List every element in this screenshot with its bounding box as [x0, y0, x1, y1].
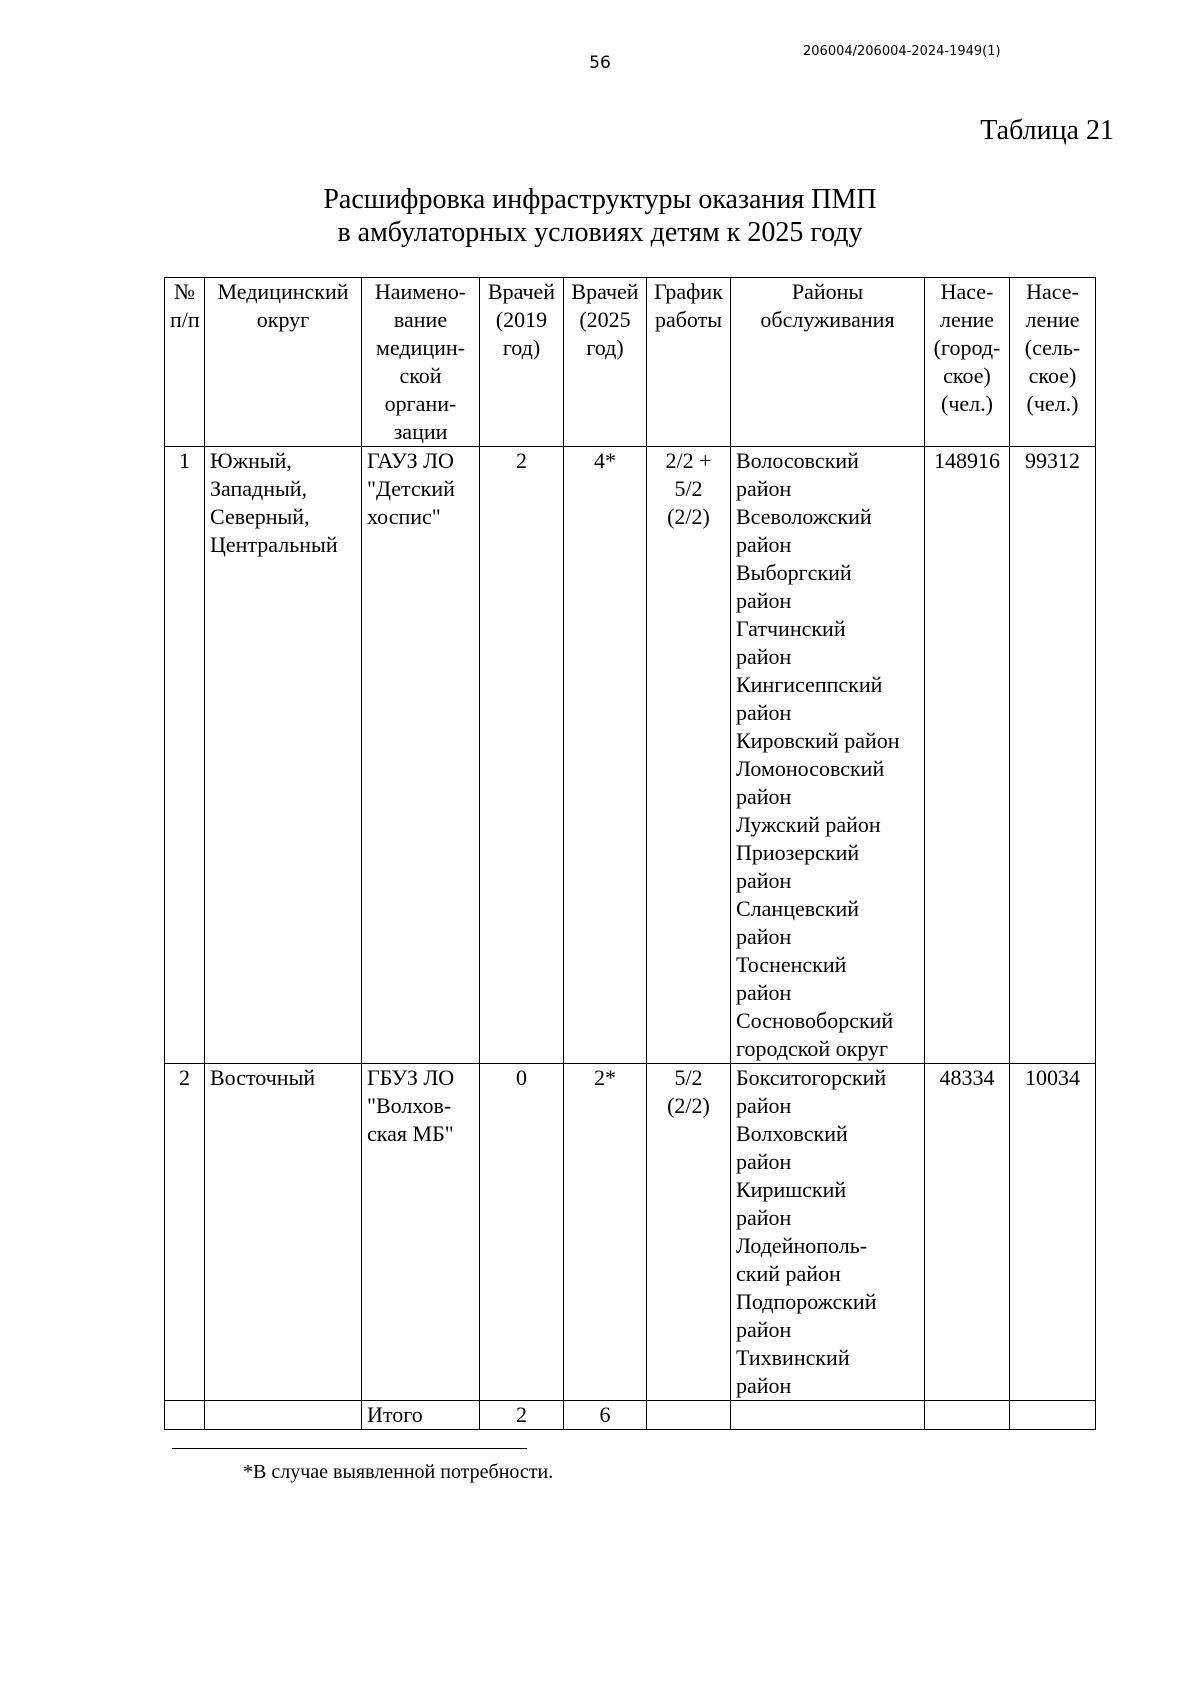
cell-line: район	[736, 588, 792, 613]
cell-line: ское)	[943, 363, 991, 388]
cell-line: медицин-	[375, 335, 465, 360]
cell-line: "Волхов-	[367, 1093, 452, 1118]
cell-line: район	[736, 1317, 792, 1342]
cell-line: (2019	[495, 307, 548, 332]
cell-line: 5/2	[674, 476, 703, 501]
cell-line: городской округ	[736, 1036, 889, 1061]
header-doctors-2019	[480, 278, 564, 447]
cell-line: Всеволожский	[736, 504, 872, 529]
header-district	[205, 278, 362, 447]
table-row	[165, 1064, 1096, 1401]
table-title-line-2: в амбулаторных условиях детям к 2025 году	[337, 217, 863, 248]
table-label: Таблица 21	[980, 115, 1114, 146]
row-doctors-2019: 2	[480, 447, 564, 1064]
cell-line: ской	[399, 363, 442, 388]
cell-line: п/п	[170, 307, 200, 332]
cell-line: работы	[654, 307, 723, 332]
cell-line: Лужский район	[736, 812, 881, 837]
row-num: 1	[165, 447, 205, 1064]
cell-line: Медицинский	[217, 279, 349, 304]
cell-line: Кингисеппский	[736, 672, 883, 697]
cell-line: Приозерский	[736, 840, 860, 865]
cell-line: 5/2	[674, 1065, 703, 1090]
cell-line: (2/2)	[667, 504, 710, 529]
cell-line: Сосновоборский	[736, 1008, 894, 1033]
cell-line: Центральный	[210, 532, 338, 557]
cell-line: вание	[393, 307, 448, 332]
cell-line: №	[174, 279, 195, 304]
cell-line: органи-	[384, 391, 457, 416]
row-num: 2	[165, 1064, 205, 1401]
cell-line: район	[736, 924, 792, 949]
cell-line: район	[736, 868, 792, 893]
total-label: Итого	[362, 1401, 480, 1430]
row-pop-urban: 48334	[925, 1064, 1010, 1401]
total-empty-cell	[731, 1401, 925, 1430]
cell-line: (чел.)	[941, 391, 993, 416]
total-doctors-2025: 6	[564, 1401, 647, 1430]
cell-line: Южный,	[210, 448, 292, 473]
cell-line: ГБУЗ ЛО	[367, 1065, 455, 1090]
cell-line: "Детский	[367, 476, 455, 501]
row-pop-urban: 148916	[925, 447, 1010, 1064]
cell-line: (чел.)	[1026, 391, 1079, 416]
cell-line: Северный,	[210, 504, 310, 529]
cell-line: ская МБ"	[367, 1121, 454, 1146]
page-number: 56	[589, 53, 611, 73]
row-doctors-2025: 2*	[564, 1064, 647, 1401]
total-doctors-2019: 2	[480, 1401, 564, 1430]
cell-line: хоспис"	[367, 504, 441, 529]
cell-line: район	[736, 1093, 792, 1118]
cell-line: Киришский	[736, 1177, 847, 1202]
header-org	[362, 278, 480, 447]
header-areas	[731, 278, 925, 447]
row-pop-rural: 10034	[1010, 1064, 1096, 1401]
row-areas	[731, 1064, 925, 1401]
header-schedule	[647, 278, 731, 447]
cell-line: Лодейнополь-	[736, 1233, 868, 1258]
cell-line: ское)	[1028, 363, 1077, 388]
cell-line: ский район	[736, 1261, 841, 1286]
cell-line: Сланцевский	[736, 896, 859, 921]
cell-line: район	[736, 532, 792, 557]
cell-line: обслуживания	[760, 307, 895, 332]
cell-line: Врачей	[571, 279, 639, 304]
row-schedule	[647, 447, 731, 1064]
cell-line: Тихвинский	[736, 1345, 850, 1370]
cell-line: Врачей	[487, 279, 556, 304]
cell-line: район	[736, 784, 792, 809]
cell-line: Ломоносовский	[736, 756, 885, 781]
cell-line: 2/2 +	[665, 448, 712, 473]
cell-line: Районы	[791, 279, 864, 304]
cell-line: Тосненский	[736, 952, 847, 977]
header-pop-urban	[925, 278, 1010, 447]
row-district	[205, 1064, 362, 1401]
total-empty-cell	[647, 1401, 731, 1430]
header-row	[165, 278, 1096, 447]
cell-line: ление	[1025, 307, 1080, 332]
cell-line: (сель-	[1024, 335, 1081, 360]
document-code: 206004/206004-2024-1949(1)	[803, 44, 1001, 59]
cell-line: район	[736, 476, 792, 501]
cell-line: Волосовский	[736, 448, 859, 473]
header-pop-rural	[1010, 278, 1096, 447]
cell-line: Бокситогорский	[736, 1065, 887, 1090]
header-doctors-2025	[564, 278, 647, 447]
cell-line: Кировский район	[736, 728, 900, 753]
cell-line: зации	[393, 419, 448, 444]
cell-line: Волховский	[736, 1121, 848, 1146]
cell-line: район	[736, 980, 792, 1005]
cell-line: Насе-	[940, 279, 994, 304]
table-title-line-1: Расшифровка инфраструктуры оказания ПМП	[323, 184, 877, 215]
total-empty-cell	[925, 1401, 1010, 1430]
table-title	[0, 183, 1200, 249]
row-pop-rural: 99312	[1010, 447, 1096, 1064]
cell-line: ГАУЗ ЛО	[367, 448, 454, 473]
cell-line: ление	[939, 307, 995, 332]
cell-line: район	[736, 1205, 792, 1230]
footnote: *В случае выявленной потребности.	[243, 1461, 554, 1483]
row-district	[205, 447, 362, 1064]
cell-line: год)	[586, 335, 624, 360]
cell-line: (2/2)	[667, 1093, 710, 1118]
cell-line: (2025	[579, 307, 631, 332]
cell-line: График	[654, 279, 723, 304]
cell-line: Восточный	[210, 1065, 316, 1090]
row-areas	[731, 447, 925, 1064]
cell-line: округ	[256, 307, 310, 332]
row-schedule	[647, 1064, 731, 1401]
cell-line: Гатчинский	[736, 616, 846, 641]
cell-line: район	[736, 644, 792, 669]
total-empty-cell	[205, 1401, 362, 1430]
infrastructure-table	[164, 277, 1096, 1430]
total-empty-cell	[1010, 1401, 1096, 1430]
cell-line: Западный,	[210, 476, 308, 501]
row-doctors-2025: 4*	[564, 447, 647, 1064]
total-empty-cell	[165, 1401, 205, 1430]
cell-line: район	[736, 1149, 792, 1174]
header-num	[165, 278, 205, 447]
cell-line: Подпорожский	[736, 1289, 877, 1314]
cell-line: Насе-	[1026, 279, 1079, 304]
cell-line: (город-	[933, 335, 1001, 360]
cell-line: Выборгский	[736, 560, 852, 585]
footnote-separator	[172, 1448, 527, 1449]
cell-line: Наимено-	[374, 279, 467, 304]
cell-line: год)	[502, 335, 541, 360]
row-org	[362, 1064, 480, 1401]
cell-line: район	[736, 1373, 792, 1398]
total-row	[165, 1401, 1096, 1430]
table-row	[165, 447, 1096, 1064]
row-doctors-2019: 0	[480, 1064, 564, 1401]
cell-line: район	[736, 700, 792, 725]
row-org	[362, 447, 480, 1064]
